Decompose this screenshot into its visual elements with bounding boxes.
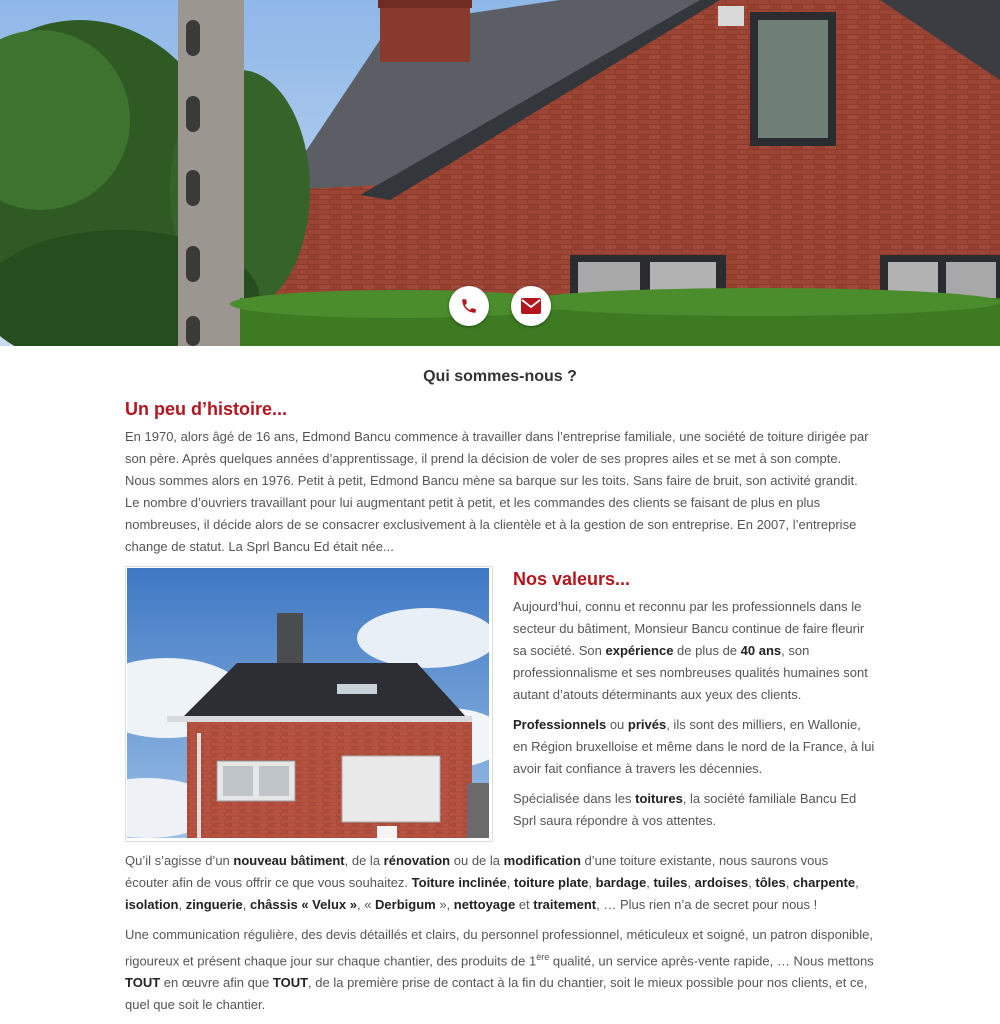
- commitment-paragraph: Une communication régulière, des devis détaillés et clairs, du personnel professionnel, méticuleux et soigné, un patron disponible, rigoureux et présent chaque jour sur chaque chantier, des produits de 1ère qualité, un service après-vente rapide, … Nous mettons TOUT en œuvre afin que TOUT, de la première prise de contact à la fin du chantier, soit le mieux possible pour nos clients, et ce, quel que soit le chantier.: [125, 927, 874, 1013]
- hero-house-photo: [0, 0, 1000, 346]
- values-paragraph-2: Professionnels ou privés, ils sont des milliers, en Wallonie, en Région bruxelloise et même dans le nord de la France, à lui avoir fait confiance à travers les décennies.: [513, 717, 875, 776]
- house-photo: [125, 566, 493, 842]
- values-section: [125, 566, 875, 842]
- phone-button[interactable]: [449, 286, 489, 326]
- history-text: En 1970, alors âgé de 16 ans, Edmond Bancu commence à travailler dans l’entreprise familiale, une société de toiture dirigée par son père. Après quelques années d’apprentissage, il prend la décision de voler de ses propres ailes et se met à son compte. Nous sommes alors en 1976. Petit à petit, Edmond Bancu mène sa barque sur les toits. Sans faire de bruit, son activité grandit. Le nombre d’ouvriers travaillant pour lui augmentant petit à petit, et les commandes des clients se faisant de plus en plus nombreuses, il décide alors de se consacrer exclusivement à la clientèle et à la gestion de son entreprise. En 2007, l’entreprise change de statut. La Sprl Bancu Ed était née...: [125, 429, 869, 554]
- services-paragraph: Qu’il s’agisse d’un nouveau bâtiment, de la rénovation ou de la modification d’une toiture existante, nous saurons vous écouter afin de vous offrir ce que vous souhaitez. Toiture inclinée, toiture plate, bardage, tuiles, ardoises, tôles, charpente, isolation, zinguerie, châssis « Velux », « Derbigum », nettoyage et traitement, … Plus rien n’a de secret pour nous !: [125, 853, 859, 912]
- envelope-icon: [521, 298, 541, 314]
- page-title: Qui sommes-nous ?: [423, 368, 577, 385]
- values-paragraph-3: Spécialisée dans les toitures, la société familiale Bancu Ed Sprl saura répondre à vos attentes.: [513, 791, 857, 828]
- history-heading: Un peu d’histoire...: [125, 399, 288, 419]
- values-paragraph-1: Aujourd’hui, connu et reconnu par les professionnels dans le secteur du bâtiment, Monsieur Bancu continue de faire fleurir sa société. Son expérience de plus de 40 ans, son professionnalisme et ses nombreuses qualités humaines sont autant d’atouts déterminants aux yeux des clients.: [513, 599, 868, 702]
- email-button[interactable]: [511, 286, 551, 326]
- main-content: [125, 346, 875, 1024]
- hero-banner: [0, 0, 1000, 346]
- values-heading: Nos valeurs...: [513, 569, 631, 589]
- phone-icon: [460, 297, 478, 315]
